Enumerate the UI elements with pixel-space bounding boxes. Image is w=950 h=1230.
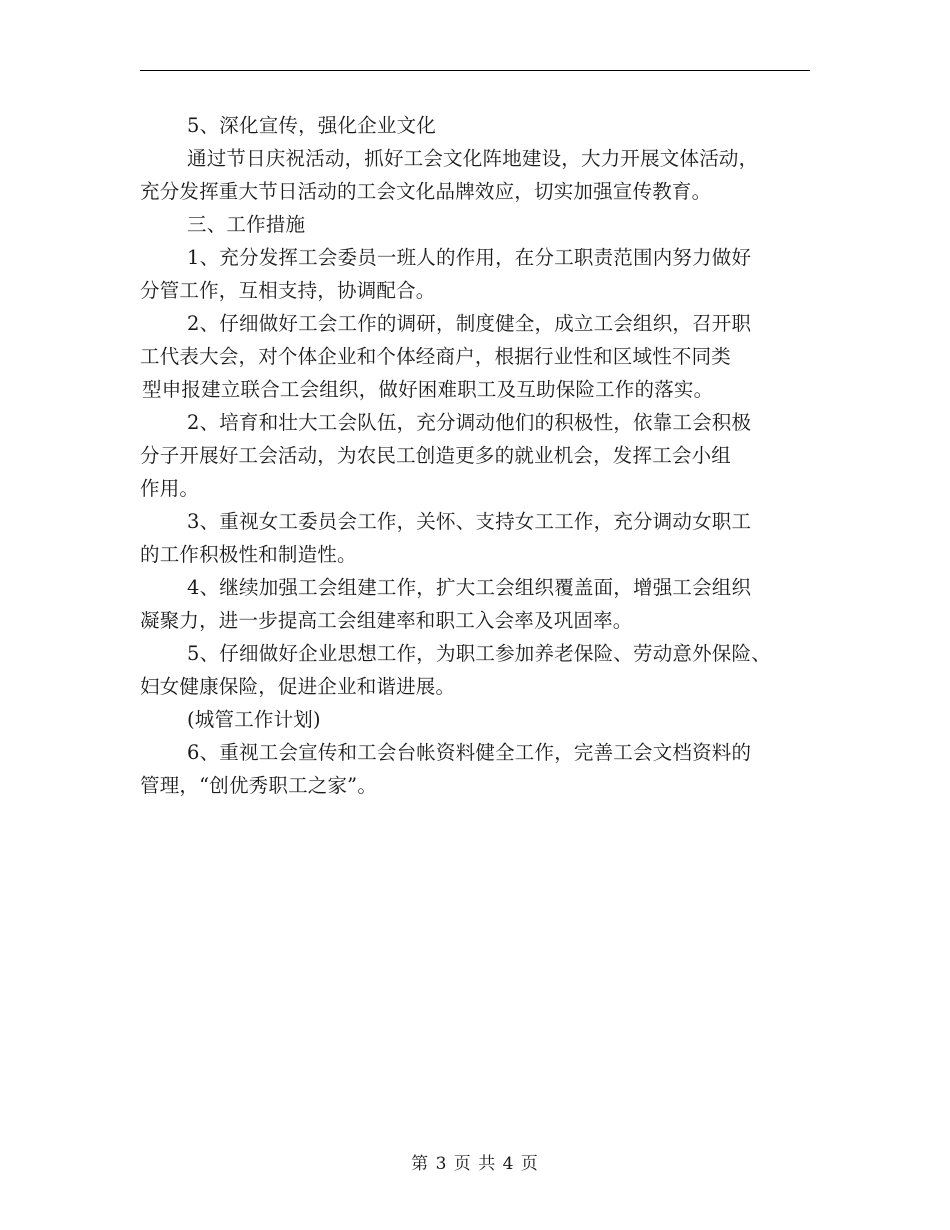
document-body	[140, 109, 820, 802]
paragraph-line: 的工作积极性和制造性。	[140, 543, 357, 566]
paragraph-line: 4、继续加强工会组建工作，扩大工会组织覆盖面，增强工会组织	[187, 576, 752, 599]
paragraph-line: 工代表大会，对个体企业和个体经商户，根据行业性和区域性不同类	[140, 345, 732, 368]
paragraph-line: 充分发挥重大节日活动的工会文化品牌效应，切实加强宣传教育。	[140, 180, 712, 203]
paragraph-line: 通过节日庆祝活动，抓好工会文化阵地建设，大力开展文体活动，	[187, 147, 759, 170]
paragraph-line: 分子开展好工会活动，为农民工创造更多的就业机会，发挥工会小组	[140, 444, 732, 467]
paragraph-line: 6、重视工会宣传和工会台帐资料健全工作，完善工会文档资料的	[187, 741, 752, 764]
page-number: 第 3 页 共 4 页	[411, 1154, 539, 1174]
paragraph-line: 凝聚力，进一步提高工会组建率和职工入会率及巩固率。	[140, 609, 633, 632]
paragraph-line: 5、仔细做好企业思想工作，为职工参加养老保险、劳动意外保险、	[187, 642, 771, 665]
paragraph-line: 管理，“创优秀职工之家”。	[140, 774, 378, 797]
paragraph-line: 分管工作，互相支持，协调配合。	[140, 279, 436, 302]
paragraph-line: 3、重视女工委员会工作，关怀、支持女工工作，充分调动女职工	[187, 510, 752, 533]
section-heading: 三、工作措施	[187, 213, 306, 236]
header-rule	[140, 70, 810, 71]
paragraph-line: 作用。	[140, 477, 200, 500]
paragraph-line: 2、仔细做好工会工作的调研，制度健全，成立工会组织，召开职	[187, 312, 752, 335]
paragraph-line: 2、培育和壮大工会队伍，充分调动他们的积极性，依靠工会积极	[187, 411, 752, 434]
paragraph-line: (城管工作计划)	[187, 708, 321, 731]
paragraph-line: 1、充分发挥工会委员一班人的作用，在分工职责范围内努力做好	[187, 246, 752, 269]
paragraph-line: 型申报建立联合工会组织，做好困难职工及互助保险工作的落实。	[142, 378, 714, 401]
section-heading: 5、深化宣传，强化企业文化	[187, 114, 437, 137]
paragraph-line: 妇女健康保险，促进企业和谐进展。	[140, 675, 456, 698]
